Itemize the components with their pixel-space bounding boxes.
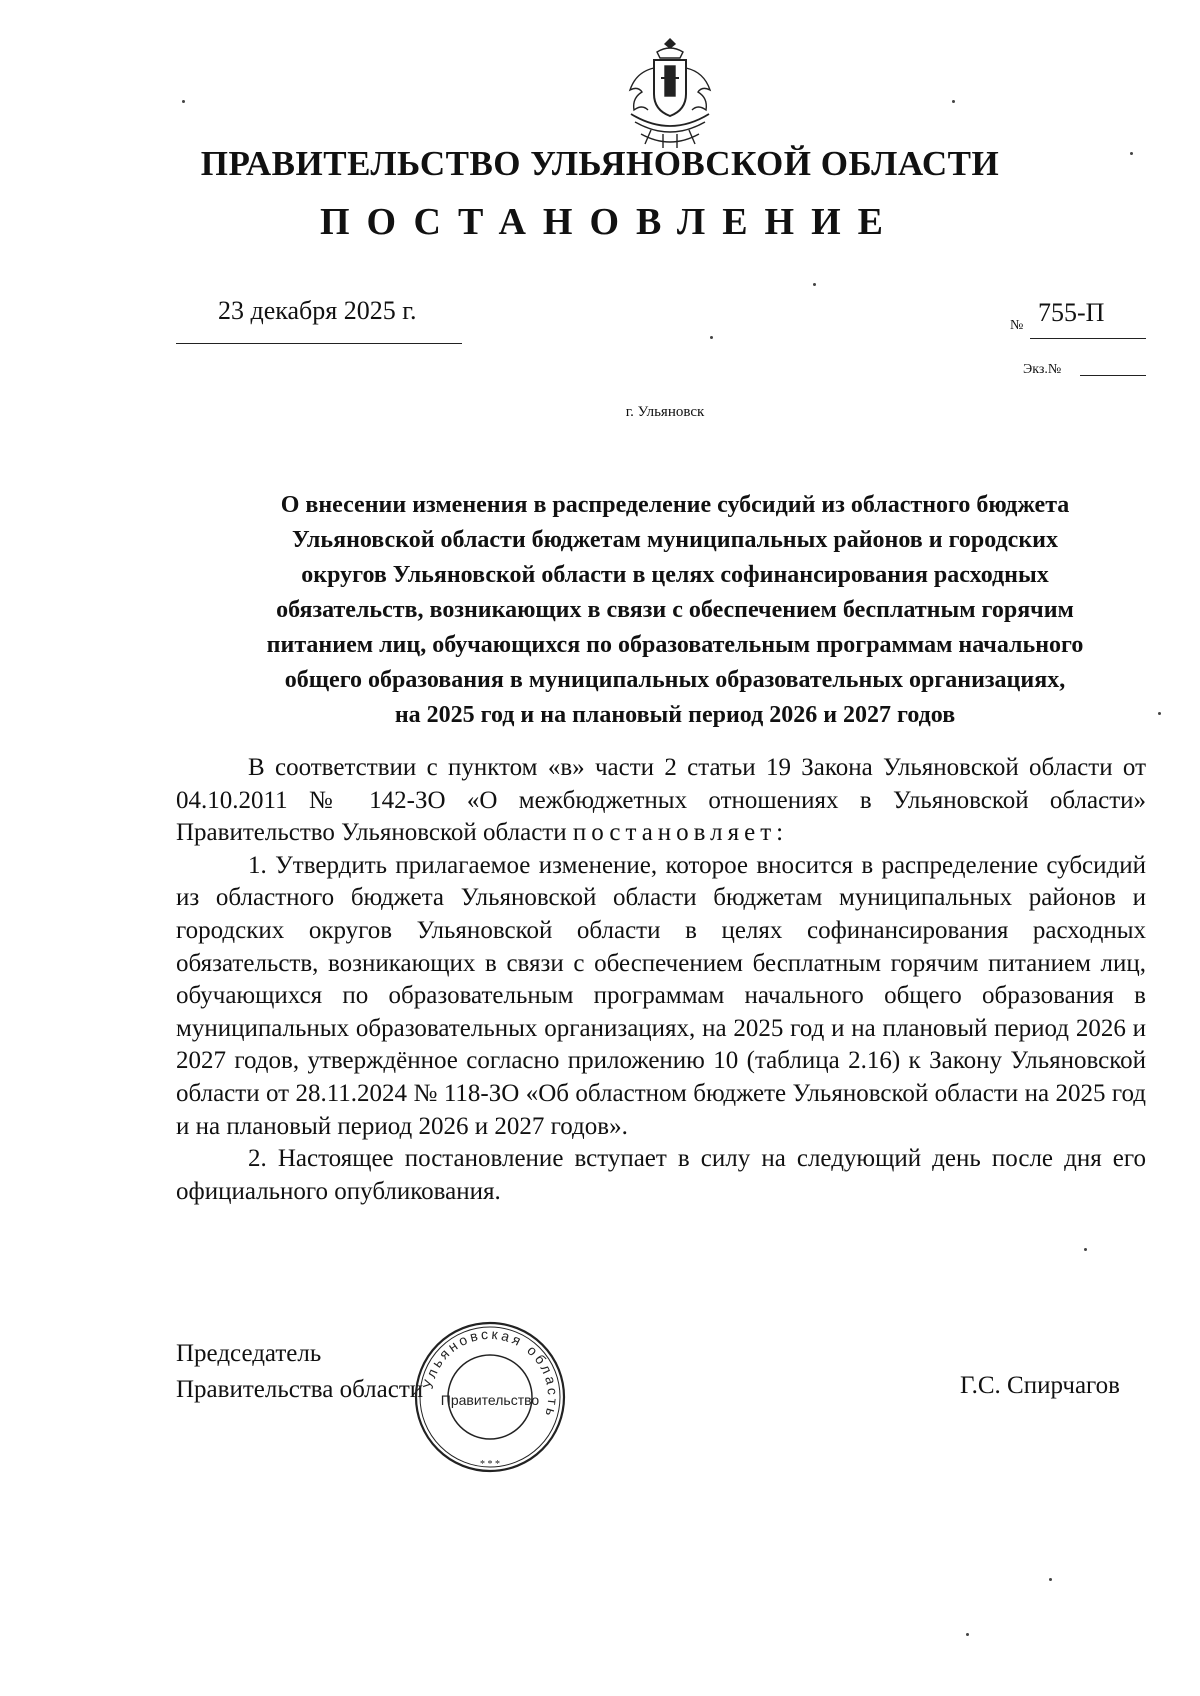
scan-speck: [1130, 152, 1133, 155]
signatory-position: [176, 1336, 423, 1408]
scan-speck: [1158, 712, 1161, 715]
scan-speck: [710, 336, 713, 339]
number-underline: [1030, 338, 1146, 339]
coat-of-arms-emblem: [621, 38, 719, 150]
intro-text: В соответствии с пунктом «в» части 2 статьи 19 Закона Ульяновской области от 04.10.2011 № 142-ЗО «О межбюджетных отношениях в Ульяновской области» Правительство Ульяновской области: [176, 754, 1146, 847]
subject-line: Ульяновской области бюджетам муниципальных районов и городских: [292, 527, 1058, 553]
document-body: [176, 752, 1146, 1208]
scan-speck: [813, 283, 816, 286]
subject-line: обязательств, возникающих в связи с обеспечением бесплатным горячим: [276, 597, 1074, 623]
scan-speck: [966, 1633, 969, 1636]
item-1-paragraph: 1. Утвердить прилагаемое изменение, которое вносится в распределение субсидий из областного бюджета Ульяновской области бюджетам муниципальных районов и городских округов Ульяновской области в целях софинансирования расходных обязательств, возникающих в связи с обеспечением бесплатным горячим питанием лиц, обучающихся по образовательным программам начального общего образования в муниципальных образовательных организациях, на 2025 год и на плановый период 2026 и 2027 годов, утверждённое согласно приложению 10 (таблица 2.16) к Закону Ульяновской области от 28.11.2024 № 118-ЗО «Об областном бюджете Ульяновской области на 2025 год и на плановый период 2026 и 2027 годов».: [176, 851, 1146, 1140]
date-underline: [176, 343, 462, 344]
signatory-name: Г.С. Спирчагов: [960, 1372, 1120, 1399]
subject-line: общего образования в муниципальных образовательных организациях,: [284, 667, 1066, 693]
item-2-paragraph: 2. Настоящее постановление вступает в силу на следующий день после дня его официального опубликования.: [176, 1145, 1146, 1205]
stamp-center-text: Правительство: [440, 1392, 540, 1408]
resolves-word: постановляет:: [572, 819, 789, 847]
position-line: Правительства области: [176, 1376, 424, 1403]
document-type-heading: ПОСТАНОВЛЕНИЕ: [319, 201, 901, 243]
copy-number-label: Экз.№: [1023, 362, 1062, 377]
document-date: 23 декабря 2025 г.: [218, 296, 417, 325]
official-stamp: [410, 1317, 570, 1477]
scan-speck: [1049, 1578, 1052, 1581]
svg-text:* * *: * * *: [480, 1459, 500, 1470]
subject-line: питанием лиц, обучающихся по образовательным программам начального: [266, 632, 1084, 658]
subject-line: округов Ульяновской области в целях софинансирования расходных: [301, 562, 1049, 588]
copy-number-underline: [1080, 375, 1146, 376]
scan-speck: [952, 100, 955, 103]
subject-line: на 2025 год и на плановый период 2026 и 2027 годов: [394, 702, 956, 728]
organization-title: ПРАВИТЕЛЬСТВО УЛЬЯНОВСКОЙ ОБЛАСТИ: [200, 144, 1000, 183]
subject-line: О внесении изменения в распределение субсидий из областного бюджета: [280, 492, 1070, 518]
issue-city: г. Ульяновск: [625, 404, 705, 420]
scan-speck: [1084, 1248, 1087, 1251]
position-line: Председатель: [176, 1340, 322, 1367]
number-sign: №: [1010, 318, 1024, 333]
document-subject: [170, 488, 1180, 733]
document-number: 755-П: [1038, 298, 1105, 327]
scan-speck: [182, 100, 185, 103]
stamp-ring-text: Ульяновская область: [419, 1325, 562, 1421]
intro-paragraph: [176, 752, 1146, 850]
